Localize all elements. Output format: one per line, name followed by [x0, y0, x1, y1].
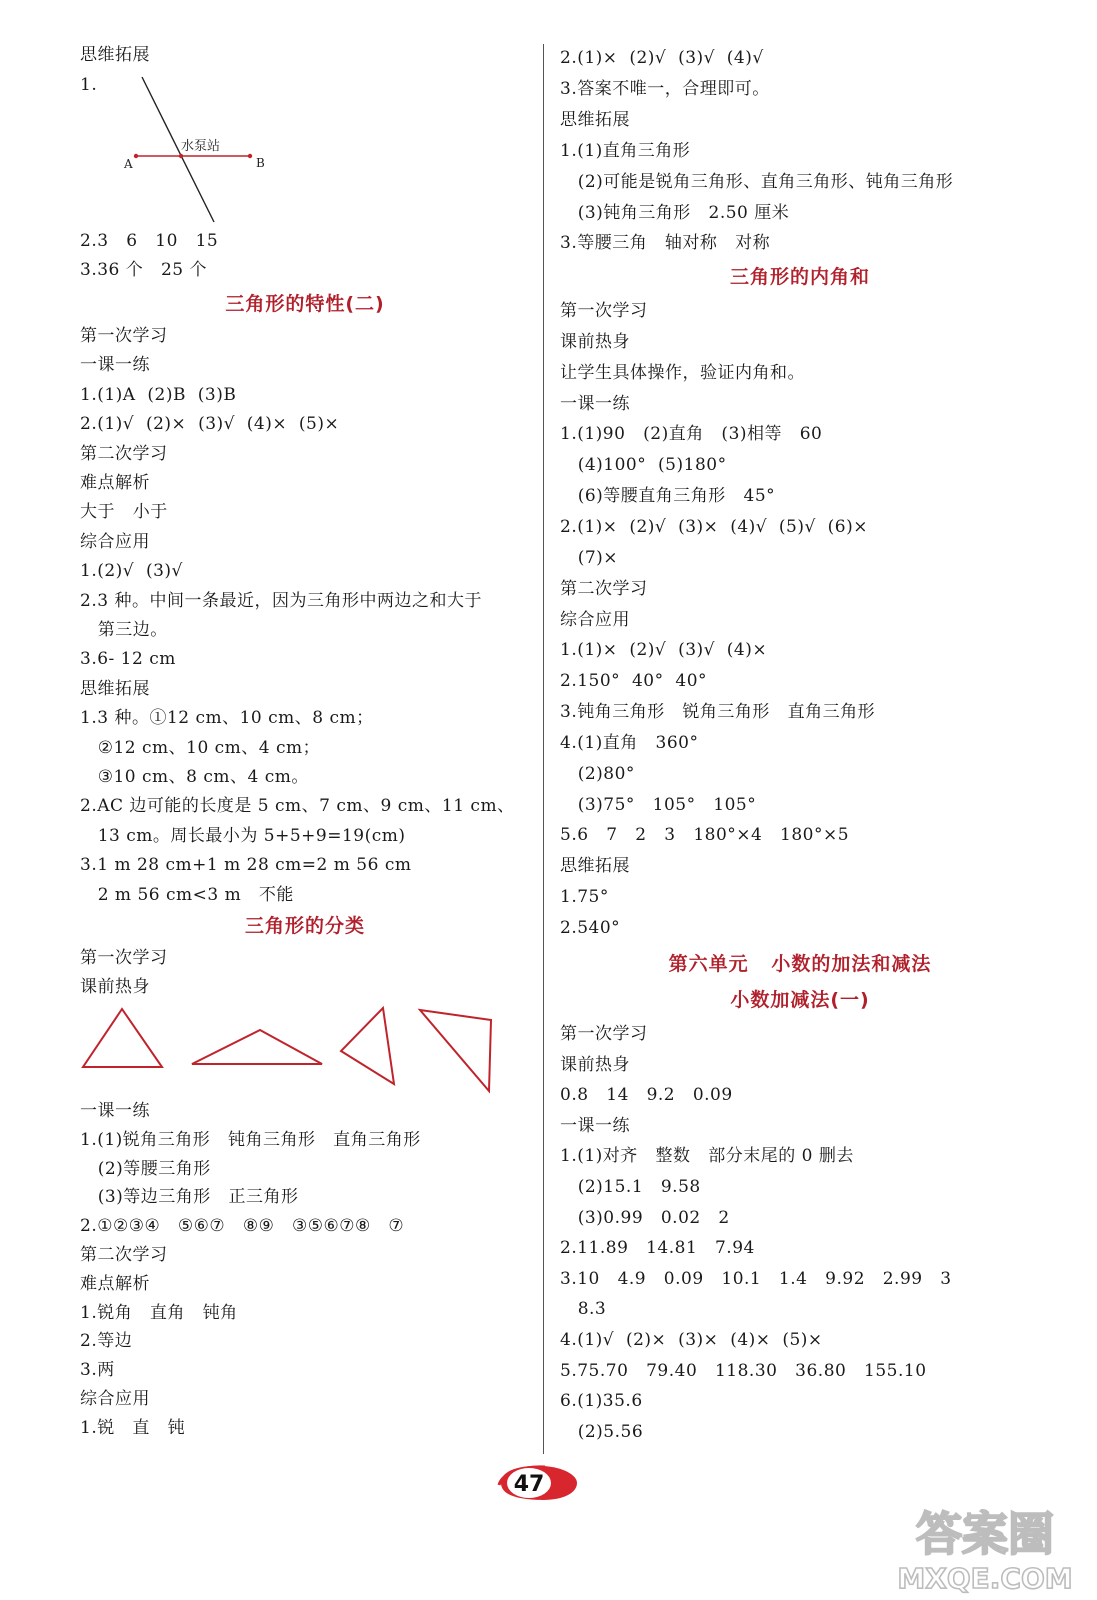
right-top-line-3: 思维拓展 [560, 109, 630, 130]
section-title-triangle-classification: 三角形的分类 [244, 915, 365, 937]
sec3-line-7: (6)等腰直角三角形 45° [560, 486, 776, 507]
acute-triangle [83, 1009, 162, 1067]
sec3-line-9: (7)× [560, 547, 619, 568]
page-badge-shape [493, 1463, 579, 1503]
sec3-line-12: 1.(1)× (2)√ (3)√ (4)× [560, 640, 768, 661]
section-title-triangle-properties: 三角形的特性(二) [225, 293, 385, 315]
sec4-line-3: 0.8 14 9.2 0.09 [560, 1085, 733, 1106]
sec1-line-2: 一课一练 [80, 355, 150, 376]
sec4-line-13: 6.(1)35.6 [560, 1391, 643, 1412]
right-top-line-4: 1.(1)直角三角形 [560, 140, 691, 161]
sec2-line-6: 第二次学习 [80, 1245, 168, 1265]
sec2-line-3: (2)等腰三角形 [80, 1158, 211, 1179]
sec1-line-8: 综合应用 [80, 531, 150, 552]
watermark-logo-text: 答案圈 [916, 1507, 1054, 1561]
section-title-decimal-add-subtract: 小数加减法(一) [730, 989, 870, 1011]
sec3-line-16: (2)80° [560, 763, 635, 784]
sec1-line-5: 第二次学习 [80, 443, 168, 464]
sec3-line-4: 一课一练 [560, 393, 630, 414]
sec3-line-20: 1.75° [560, 887, 609, 908]
sec1-line-10: 2.3 种。中间一条最近，因为三角形中两边之和大于 [80, 590, 482, 611]
sec1-line-12: 3.6- 12 cm [80, 649, 176, 670]
right-top-line-6: (3)钝角三角形 2.50 厘米 [560, 202, 790, 223]
pump-station-dot [179, 154, 183, 158]
right-top-line-2: 3.答案不唯一，合理即可。 [560, 78, 770, 99]
pump-station-diagram [120, 72, 270, 227]
sec2-line-2: 1.(1)锐角三角形 钝角三角形 直角三角形 [80, 1129, 421, 1150]
sec3-line-11: 综合应用 [560, 609, 630, 630]
sec1-line-14: 1.3 种。①12 cm、10 cm、8 cm； [80, 708, 374, 729]
obtuse-triangle [192, 1030, 322, 1064]
left-top-line-3: 2.3 6 10 15 [80, 231, 219, 251]
sec4-line-1: 第一次学习 [560, 1024, 648, 1044]
right-top-line-1: 2.(1)× (2)√ (3)√ (4)√ [560, 48, 764, 68]
sec2-line-11: 综合应用 [80, 1389, 150, 1409]
sec1-line-11: 第三边。 [80, 620, 168, 640]
sec4-line-9: 3.10 4.9 0.09 10.1 1.4 9.92 2.99 3 [560, 1268, 952, 1289]
point-a-dot [134, 154, 138, 158]
sec3-line-17: (3)75° 105° 105° [560, 794, 757, 815]
sec3-line-8: 2.(1)× (2)√ (3)× (4)√ (5)√ (6)× [560, 516, 868, 537]
page-number-badge [493, 1463, 579, 1503]
sec2-line-5: 2.①②③④ ⑤⑥⑦ ⑧⑨ ③⑤⑥⑦⑧ ⑦ [80, 1216, 405, 1237]
sec2-line-first-study: 第一次学习 [80, 948, 168, 968]
sec3-line-14: 3.钝角三角形 锐角三角形 直角三角形 [560, 702, 876, 723]
sec3-line-21: 2.540° [560, 918, 621, 938]
sec1-line-9: 1.(2)√ (3)√ [80, 561, 183, 582]
sec4-line-5: 1.(1)对齐 整数 部分末尾的 0 删去 [560, 1146, 854, 1167]
sec1-line-1: 第一次学习 [80, 326, 168, 346]
point-a-label: A [124, 157, 133, 171]
sec4-line-4: 一课一练 [560, 1115, 630, 1136]
sec1-line-20: 2 m 56 cm<3 m 不能 [80, 884, 294, 905]
sec4-line-11: 4.(1)√ (2)× (3)× (4)× (5)× [560, 1330, 823, 1350]
sec3-line-3: 让学生具体操作，验证内角和。 [560, 362, 805, 383]
page-number: 47 [513, 1472, 545, 1497]
sec3-line-19: 思维拓展 [560, 856, 630, 877]
left-top-line-1: 思维拓展 [80, 45, 150, 65]
sec3-line-15: 4.(1)直角 360° [560, 732, 699, 753]
right-triangle-1 [341, 1008, 394, 1084]
pump-station-label: 水泵站 [181, 139, 221, 154]
sec2-line-9: 2.等边 [80, 1331, 133, 1352]
column-divider [543, 44, 544, 1454]
sec2-line-1: 一课一练 [80, 1101, 150, 1121]
sec2-line-7: 难点解析 [80, 1273, 150, 1294]
sec4-line-12: 5.75.70 79.40 118.30 36.80 155.10 [560, 1360, 927, 1381]
sec2-line-12: 1.锐 直 钝 [80, 1417, 186, 1438]
sec2-line-8: 1.锐角 直角 钝角 [80, 1302, 238, 1323]
sec3-line-13: 2.150° 40° 40° [560, 671, 708, 692]
sec4-line-10: 8.3 [560, 1299, 607, 1320]
triangle-examples [80, 1004, 500, 1094]
sec3-line-18: 5.6 7 2 3 180°×4 180°×5 [560, 825, 850, 846]
unit-title: 第六单元 小数的加法和减法 [668, 953, 932, 975]
left-top-line-2: 1. [80, 75, 98, 95]
right-top-line-5: (2)可能是锐角三角形、直角三角形、钝角三角形 [560, 171, 954, 192]
sec4-line-6: (2)15.1 9.58 [560, 1177, 701, 1197]
point-b-label: B [256, 156, 265, 170]
right-triangle-2 [420, 1010, 491, 1091]
sec3-line-10: 第二次学习 [560, 578, 648, 599]
sec3-line-1: 第一次学习 [560, 301, 648, 321]
section-title-interior-angle-sum: 三角形的内角和 [729, 266, 870, 288]
sec4-line-7: (3)0.99 0.02 2 [560, 1207, 730, 1228]
sec1-line-17: 2.AC 边可能的长度是 5 cm、7 cm、9 cm、11 cm、 [80, 796, 515, 817]
sec1-line-13: 思维拓展 [80, 678, 150, 699]
sec4-line-2: 课前热身 [560, 1054, 630, 1075]
watermark-site-text: MXQE.COM [897, 1562, 1073, 1595]
sec1-line-18: 13 cm。周长最小为 5+5+9=19(cm) [80, 825, 406, 846]
sec1-line-19: 3.1 m 28 cm+1 m 28 cm=2 m 56 cm [80, 855, 412, 876]
sec1-line-4: 2.(1)√ (2)× (3)√ (4)× (5)× [80, 414, 340, 435]
sec1-line-15: ②12 cm、10 cm、4 cm； [80, 737, 321, 758]
sec4-line-8: 2.11.89 14.81 7.94 [560, 1238, 755, 1259]
sec4-line-14: (2)5.56 [560, 1421, 644, 1442]
sec2-line-warmup: 课前热身 [80, 977, 150, 997]
sec3-line-6: (4)100° (5)180° [560, 455, 727, 476]
point-b-dot [248, 154, 252, 158]
right-top-line-7: 3.等腰三角 轴对称 对称 [560, 233, 771, 254]
sec2-line-4: (3)等边三角形 正三角形 [80, 1187, 299, 1208]
sec1-line-7: 大于 小于 [80, 502, 168, 523]
sec1-line-6: 难点解析 [80, 473, 150, 493]
sec2-line-10: 3.两 [80, 1360, 115, 1381]
sec1-line-16: ③10 cm、8 cm、4 cm。 [80, 767, 309, 787]
left-top-line-4: 3.36 个 25 个 [80, 260, 208, 280]
watermark-logo [890, 1500, 1080, 1595]
sec3-line-2: 课前热身 [560, 331, 630, 352]
sec1-line-3: 1.(1)A (2)B (3)B [80, 384, 237, 405]
sec3-line-5: 1.(1)90 (2)直角 (3)相等 60 [560, 424, 823, 445]
